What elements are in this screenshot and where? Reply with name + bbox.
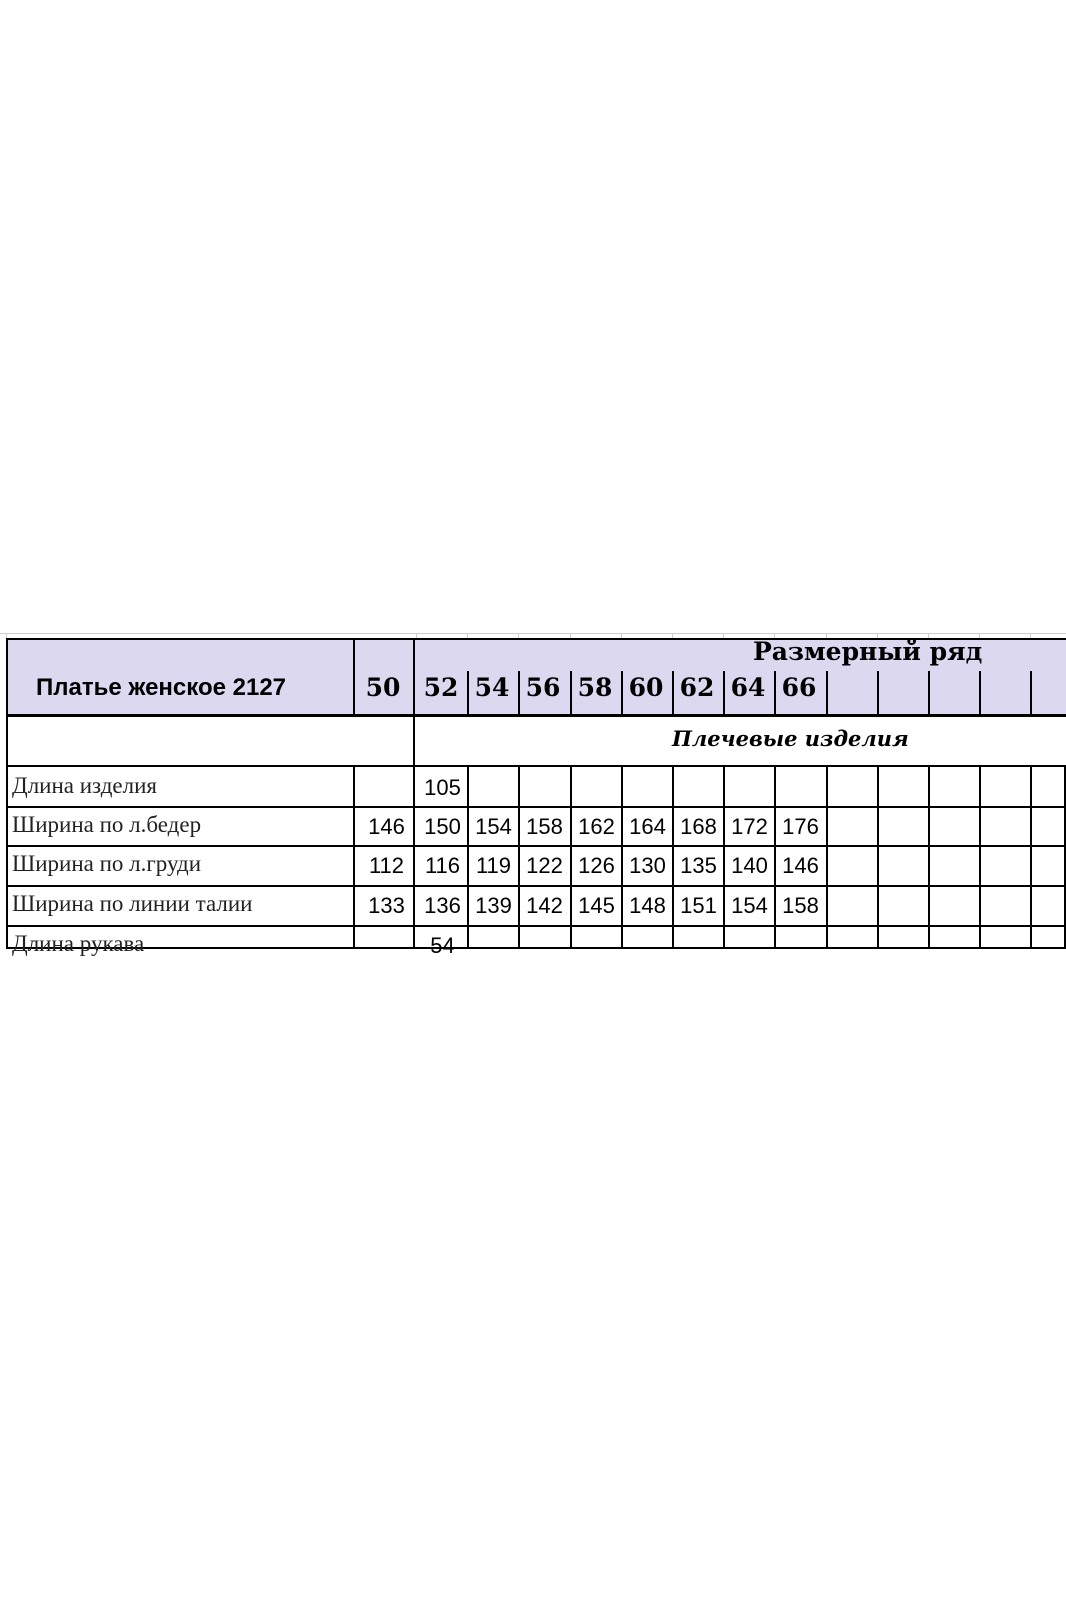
table-cell: 145 bbox=[578, 893, 615, 918]
size-header-cell: 54 bbox=[474, 673, 510, 702]
product-title: Платье женское 2127 bbox=[36, 674, 287, 701]
grid-line bbox=[979, 765, 981, 947]
table-cell: 150 bbox=[424, 814, 461, 839]
row-label: Ширина по л.бедер bbox=[12, 812, 202, 837]
grid-line bbox=[353, 638, 355, 714]
size-header-cell: 64 bbox=[730, 673, 766, 702]
table-cell: 164 bbox=[629, 814, 666, 839]
grid-line bbox=[877, 671, 879, 714]
table-cell: 130 bbox=[629, 853, 666, 878]
grid-line bbox=[1030, 671, 1032, 714]
table-cell: 142 bbox=[526, 893, 563, 918]
grid-line bbox=[6, 806, 1066, 808]
grid-line bbox=[413, 638, 415, 948]
table-cell: 146 bbox=[782, 853, 819, 878]
table-cell: 154 bbox=[731, 893, 768, 918]
grid-line bbox=[6, 885, 1066, 887]
sheet-gridline bbox=[0, 633, 1066, 634]
grid-line bbox=[979, 671, 981, 714]
table-cell: 54 bbox=[430, 933, 455, 958]
grid-line bbox=[6, 765, 1066, 767]
row-label: Длина рукава bbox=[12, 931, 145, 956]
table-cell: 133 bbox=[368, 893, 405, 918]
grid-line bbox=[826, 671, 828, 714]
size-header-cell: 62 bbox=[679, 673, 715, 702]
grid-line bbox=[826, 765, 828, 947]
grid-line bbox=[6, 947, 1066, 949]
size-header-cell: 58 bbox=[577, 673, 613, 702]
grid-line bbox=[353, 765, 355, 947]
section-label: Плечевые изделия bbox=[672, 726, 909, 751]
table-cell: 112 bbox=[368, 853, 405, 878]
table-cell: 126 bbox=[578, 853, 615, 878]
table-cell: 158 bbox=[526, 814, 563, 839]
grid-line bbox=[6, 714, 1066, 717]
table-cell: 116 bbox=[424, 853, 461, 878]
table-cell: 154 bbox=[475, 814, 512, 839]
table-cell: 119 bbox=[475, 853, 512, 878]
row-label: Ширина по л.груди bbox=[12, 851, 202, 876]
size-header-cell: 52 bbox=[423, 673, 459, 702]
row-label: Ширина по линии талии bbox=[12, 891, 253, 916]
grid-line bbox=[6, 638, 8, 948]
grid-line bbox=[6, 925, 1066, 927]
grid-line bbox=[6, 845, 1066, 847]
table-cell: 122 bbox=[526, 853, 563, 878]
table-cell: 176 bbox=[782, 814, 819, 839]
grid-line bbox=[1030, 765, 1032, 947]
grid-line bbox=[928, 671, 930, 714]
size-header-cell: 66 bbox=[781, 673, 817, 702]
table-cell: 172 bbox=[731, 814, 768, 839]
table-cell: 168 bbox=[680, 814, 717, 839]
table-cell: 148 bbox=[629, 893, 666, 918]
size-header-cell: 50 bbox=[365, 673, 401, 702]
table-cell: 105 bbox=[424, 775, 461, 800]
grid-line bbox=[928, 765, 930, 947]
row-label: Длина изделия bbox=[12, 773, 157, 798]
table-cell: 162 bbox=[578, 814, 615, 839]
size-header-cell: 60 bbox=[628, 673, 664, 702]
grid-line bbox=[877, 765, 879, 947]
table-cell: 146 bbox=[368, 814, 405, 839]
table-cell: 139 bbox=[475, 893, 512, 918]
size-chart-sheet bbox=[0, 633, 1066, 968]
size-range-label: Размерный ряд bbox=[753, 637, 983, 666]
size-header-cell: 56 bbox=[525, 673, 561, 702]
table-cell: 135 bbox=[680, 853, 717, 878]
table-cell: 151 bbox=[680, 893, 717, 918]
table-cell: 136 bbox=[424, 893, 461, 918]
table-cell: 140 bbox=[731, 853, 768, 878]
table-cell: 158 bbox=[782, 893, 819, 918]
